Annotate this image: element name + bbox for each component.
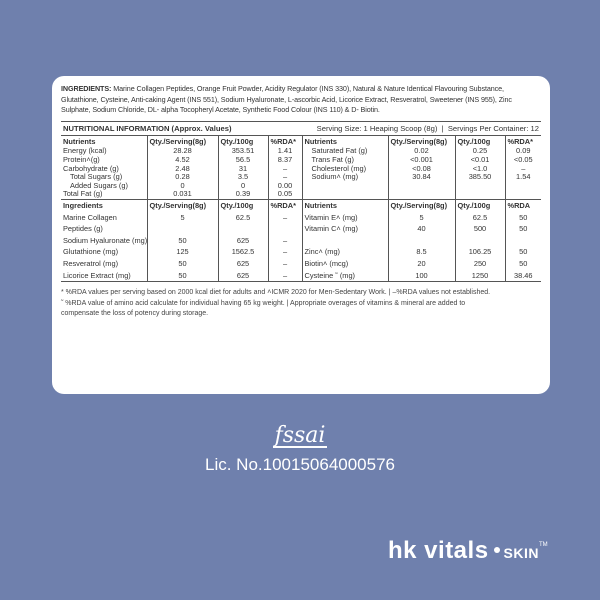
nutrient-name: Added Sugars (g) — [70, 181, 128, 190]
col-rda-right: %RDA* — [505, 136, 541, 148]
nutrient-per100: 3.5 — [218, 173, 268, 182]
nutrient-serving-right — [388, 190, 455, 199]
serving-info: Serving Size: 1 Heaping Scoop (8g) | Servings Per Container: 12 — [316, 123, 539, 133]
ingredient-serving: 50 — [147, 270, 218, 282]
vitamin-serving: 20 — [388, 258, 455, 270]
table-row — [61, 212, 541, 224]
ingredient-rda — [268, 223, 302, 235]
vitamin-serving: 5 — [388, 212, 455, 224]
col-qty-100g: Qty./100g — [218, 136, 268, 148]
vitamin-per100: 1250 — [455, 270, 505, 282]
table-row — [61, 246, 541, 258]
brand-name: hk vitals — [388, 537, 489, 564]
nutrient-name: Total Sugars (g) — [70, 173, 123, 182]
col-vit-qty-serving: Qty./Serving(8g) — [388, 199, 455, 211]
nutrient-rda: 1.41 — [268, 147, 302, 156]
table-row — [61, 190, 541, 199]
vitamin-rda: 38.46 — [505, 270, 541, 282]
nutrient-serving: 0.28 — [147, 173, 218, 182]
table-row — [61, 182, 541, 191]
nutrient-serving: 28.28 — [147, 147, 218, 156]
ingredients-text: INGREDIENTS: Marine Collagen Peptides, Orange Fruit Powder, Acidity Regulator (INS 330), Natural & Nature Identical Flavouring Substance, Glutathione, Cysteine, Anti-caking Agent (INS 551), Sodium Hyaluronate, L-ascorbic Acid, Licorice Extract, Resveratrol, Sweetener (INS 955), Zinc Sulphate, Sodium Chloride, DL- alpha Tocopheryl Acetate, Synthetic Food Colour (INS 110) & D- Biotin. — [61, 84, 512, 115]
vitamin-name: Vitamin E˄ (mg) — [302, 212, 388, 224]
vitamin-serving: 100 — [388, 270, 455, 282]
nutrient-serving-right: <0.001 — [388, 156, 455, 165]
brand-tm: TM — [539, 542, 548, 548]
footnote-line-2: ˜ %RDA value of amino acid calculate for individual having 65 kg weight. | Appropriate overages of vitamins & mineral are added to — [61, 299, 466, 307]
col-qty-serving: Qty./Serving(8g) — [147, 136, 218, 148]
vitamin-serving: 8.5 — [388, 246, 455, 258]
vitamin-per100: 250 — [455, 258, 505, 270]
ingredient-rda: – — [268, 270, 302, 282]
col-ing-rda: %RDA* — [268, 199, 302, 211]
ingredient-serving: 50 — [147, 235, 218, 247]
footnote-line-1: * %RDA values per serving based on 2000 kcal diet for adults and ˄ICMR 2020 for Men-Sedentary Work. | –%RDA values not established. — [61, 289, 491, 297]
nutrient-per100-right — [455, 190, 505, 199]
nutrient-serving-right: 0.02 — [388, 147, 455, 156]
brand-dot — [494, 547, 500, 553]
fssai-logo: fssai — [274, 423, 326, 448]
vitamin-rda — [505, 235, 541, 247]
label-card — [52, 76, 550, 394]
ingredient-serving: 50 — [147, 258, 218, 270]
ingredient-name: Licorice Extract (mg) — [63, 270, 131, 280]
vitamin-name: Cysteine ˜ (mg) — [302, 270, 388, 282]
ingredient-serving: 5 — [147, 212, 218, 224]
nutrient-rda-right: 1.54 — [505, 173, 541, 182]
nutrient-name-right — [302, 182, 388, 191]
footnote-line-3: compensate the loss of potency during storage. — [61, 309, 209, 317]
nutrient-name-right: Trans Fat (g) — [302, 156, 388, 165]
nutrient-rda: – — [268, 165, 302, 174]
nutrient-per100: 0.39 — [218, 190, 268, 199]
nutrient-serving-right: 30.84 — [388, 173, 455, 182]
ingredient-name: Glutathione (mg) — [63, 247, 119, 257]
vitamin-name: Vitamin C˄ (mg) — [302, 223, 388, 235]
nutrient-name-right: Saturated Fat (g) — [302, 147, 388, 156]
vitamin-name — [302, 235, 388, 247]
nutrient-rda-right: – — [505, 165, 541, 174]
ingredient-per100 — [218, 223, 268, 235]
vitamin-per100 — [455, 235, 505, 247]
col-ing-qty-100g: Qty./100g — [218, 199, 268, 211]
col-qty-100g-right: Qty./100g — [455, 136, 505, 148]
nutrient-name: Energy (kcal) — [63, 147, 107, 156]
vitamin-rda: 50 — [505, 258, 541, 270]
nutrient-serving: 2.48 — [147, 165, 218, 174]
nutrient-per100: 56.5 — [218, 156, 268, 165]
col-nutrients-right: Nutrients — [302, 136, 388, 148]
ingredient-serving — [147, 223, 218, 235]
nutrient-name: Carbohydrate (g) — [63, 164, 119, 173]
brand-sub: SKIN — [503, 545, 539, 561]
nutrient-serving: 0 — [147, 182, 218, 191]
nutrient-per100: 0 — [218, 182, 268, 191]
nutrient-name-right: Cholesterol (mg) — [302, 165, 388, 174]
vitamin-name: Zinc˄ (mg) — [302, 246, 388, 258]
nutrient-serving: 4.52 — [147, 156, 218, 165]
vitamin-per100: 500 — [455, 223, 505, 235]
nutrition-title-bar — [61, 122, 541, 136]
ingredient-per100: 1562.5 — [218, 246, 268, 258]
vitamin-per100: 106.25 — [455, 246, 505, 258]
nutrient-name-right: Sodium˄ (mg) — [302, 173, 388, 182]
vitamin-rda: 50 — [505, 212, 541, 224]
ingredient-rda: – — [268, 235, 302, 247]
table-row — [61, 156, 541, 165]
nutrient-serving: 0.031 — [147, 190, 218, 199]
ingredient-per100: 625 — [218, 258, 268, 270]
vitamin-per100: 62.5 — [455, 212, 505, 224]
nutrient-name: Total Fat (g) — [63, 190, 103, 199]
ingredient-name: Sodium Hyaluronate (mg) — [63, 235, 147, 245]
nutrient-rda: 0.00 — [268, 182, 302, 191]
nutrient-name-right — [302, 190, 388, 199]
nutrient-per100-right: 385.50 — [455, 173, 505, 182]
col-vit-nutrients: Nutrients — [302, 199, 388, 211]
nutrition-title: NUTRITIONAL INFORMATION (Approx. Values) — [63, 123, 232, 133]
col-vit-rda: %RDA — [505, 199, 541, 211]
nutrient-per100-right — [455, 182, 505, 191]
vitamin-name: Biotin˄ (mcg) — [302, 258, 388, 270]
ingredient-per100: 62.5 — [218, 212, 268, 224]
table-row — [61, 235, 541, 247]
nutrient-rda-right — [505, 182, 541, 191]
table-row — [61, 147, 541, 156]
vitamin-serving: 40 — [388, 223, 455, 235]
ingredient-name: Marine Collagen — [63, 212, 117, 222]
nutrient-per100-right: <0.01 — [455, 156, 505, 165]
nutrient-per100-right: 0.25 — [455, 147, 505, 156]
nutrient-serving-right: <0.08 — [388, 165, 455, 174]
col-rda: %RDA* — [268, 136, 302, 148]
ingredient-name: Peptides (g) — [63, 224, 103, 234]
nutrient-rda: 8.37 — [268, 156, 302, 165]
nutrition-table — [61, 121, 541, 282]
col-vit-qty-100g: Qty./100g — [455, 199, 505, 211]
ingredient-rda: – — [268, 212, 302, 224]
nutrient-per100: 353.51 — [218, 147, 268, 156]
ingredient-per100: 625 — [218, 235, 268, 247]
nutrient-name: Protein˄(g) — [63, 155, 100, 164]
col-ing-qty-serving: Qty./Serving(8g) — [147, 199, 218, 211]
ingredient-name: Resveratrol (mg) — [63, 258, 119, 268]
vitamin-rda: 50 — [505, 246, 541, 258]
ingredient-rda: – — [268, 246, 302, 258]
nutrient-per100: 31 — [218, 165, 268, 174]
col-ingredients: Ingredients — [63, 200, 103, 210]
table-row — [61, 165, 541, 174]
vitamin-serving — [388, 235, 455, 247]
table-row — [61, 258, 541, 270]
brand-logo — [388, 537, 548, 565]
nutrient-serving-right — [388, 182, 455, 191]
nutrients-table — [61, 136, 541, 281]
footnote — [61, 288, 541, 319]
nutrient-per100-right: <1.0 — [455, 165, 505, 174]
vitamin-rda: 50 — [505, 223, 541, 235]
nutrient-rda: 0.05 — [268, 190, 302, 199]
ingredient-rda: – — [268, 258, 302, 270]
nutrient-rda-right — [505, 190, 541, 199]
ingredient-per100: 625 — [218, 270, 268, 282]
table-row — [61, 223, 541, 235]
col-qty-serving-right: Qty./Serving(8g) — [388, 136, 455, 148]
ingredient-serving: 125 — [147, 246, 218, 258]
nutrient-rda: – — [268, 173, 302, 182]
table-row — [61, 270, 541, 282]
nutrient-rda-right: <0.05 — [505, 156, 541, 165]
col-nutrients: Nutrients — [63, 136, 96, 146]
nutrient-rda-right: 0.09 — [505, 147, 541, 156]
table-row — [61, 173, 541, 182]
license-number: Lic. No.10015064000576 — [205, 455, 395, 474]
